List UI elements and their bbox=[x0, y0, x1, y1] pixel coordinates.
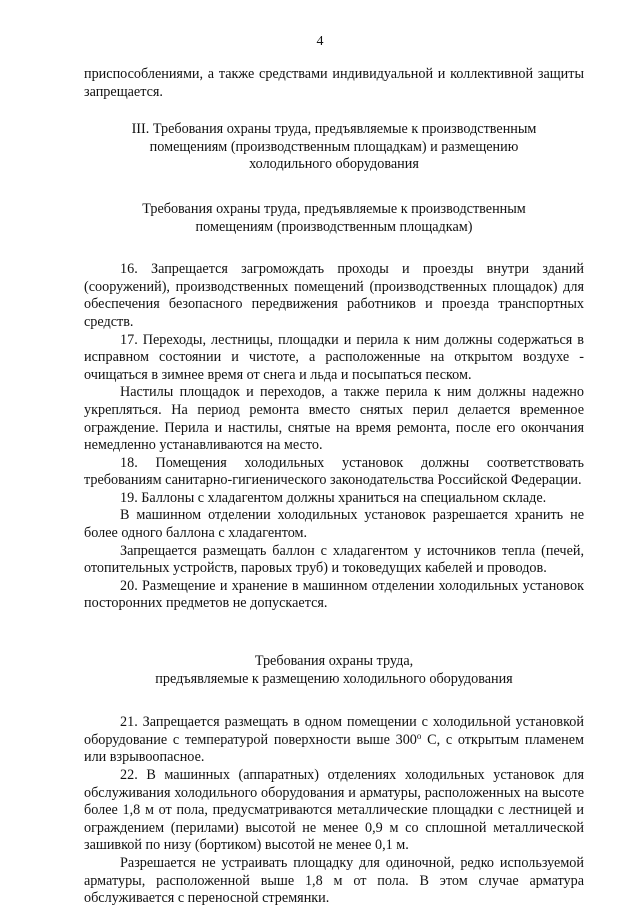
clause-16: 16. Запрещается загромождать проходы и проезды внутри зданий (сооружений), производственных помещений (производственных площадок) для обеспечения безопасного передвижения работников и проезда транспортных средств. bbox=[84, 261, 584, 330]
clause-22-paragraph: Разрешается не устраивать площадку для одиночной, редко используемой арматуры, расположенной выше 1,8 м от пола. В этом случае арматура обслуживается с переносной стремянки. bbox=[84, 854, 584, 907]
section-heading-line: III. Требования охраны труда, предъявляемые к производственным bbox=[131, 121, 537, 138]
clause-21-text-end: С, с открытым пламенем или взрывоопасное. bbox=[84, 731, 584, 766]
clause-19-paragraph: Запрещается размещать баллон с хладагентом у источников тепла (печей, отопительных устройств, паровых труб) и токоведущих кабелей и проводов. bbox=[84, 542, 584, 577]
clause-19-paragraph: В машинном отделении холодильных установок разрешается хранить не более одного баллона с хладагентом. bbox=[84, 507, 584, 542]
clause-21-text: 21. Запрещается размещать в одном помещении с холодильной установкой оборудование с температурой поверхности выше 300 bbox=[84, 714, 584, 748]
subsection-heading bbox=[84, 201, 584, 236]
subsection-heading-line: помещениям (производственным площадкам) bbox=[195, 218, 473, 235]
section-heading bbox=[84, 121, 584, 174]
section-heading-line: холодильного оборудования bbox=[249, 156, 419, 173]
subsection-heading-line: Требования охраны труда, bbox=[254, 653, 414, 670]
subsection-heading bbox=[84, 653, 584, 688]
degree-mark: о bbox=[416, 730, 422, 741]
clause-21 bbox=[84, 714, 584, 767]
clause-18: 18. Помещения холодильных установок должны соответствовать требованиям санитарно-гигиенического законодательства Российской Федерации. bbox=[84, 454, 584, 489]
clause-17-paragraph: Настилы площадок и переходов, а также перила к ним должны надежно укрепляться. На период ремонта вместо снятых перил делается временное ограждение. Перила и настилы, снятые на время ремонта, после его окончания немедленно устанавливаются на место. bbox=[84, 384, 584, 454]
clause-22: 22. В машинных (аппаратных) отделениях холодильных установок для обслуживания холодильного оборудования и арматуры, расположенных на высоте более 1,8 м от пола, предусматриваются металлические площадки с лестницей и ограждением (перилами) высотой не менее 0,9 м со сплошной металлической зашивкой по низу (бортиком) высотой не менее 0,1 м. bbox=[84, 767, 584, 854]
clause-17: 17. Переходы, лестницы, площадки и перила к ним должны содержаться в исправном состоянии и чистоте, а расположенные на открытом воздухе - очищаться в зимнее время от снега и льда и посыпаться песком. bbox=[84, 331, 584, 383]
document-body bbox=[84, 66, 584, 908]
section-heading-line: помещениям (производственным площадкам) и размещению bbox=[149, 138, 519, 155]
page-number: 4 bbox=[316, 34, 324, 49]
paragraph-continuation: приспособлениями, а также средствами индивидуальной и коллективной защиты запрещается. bbox=[84, 66, 584, 100]
clause-20: 20. Размещение и хранение в машинном отделении холодильных установок посторонних предметов не допускается. bbox=[84, 577, 584, 612]
subsection-heading-line: предъявляемые к размещению холодильного оборудования bbox=[155, 670, 513, 687]
subsection-heading-line: Требования охраны труда, предъявляемые к производственным bbox=[142, 200, 526, 217]
clause-19: 19. Баллоны с хладагентом должны храниться на специальном складе. bbox=[120, 489, 547, 506]
